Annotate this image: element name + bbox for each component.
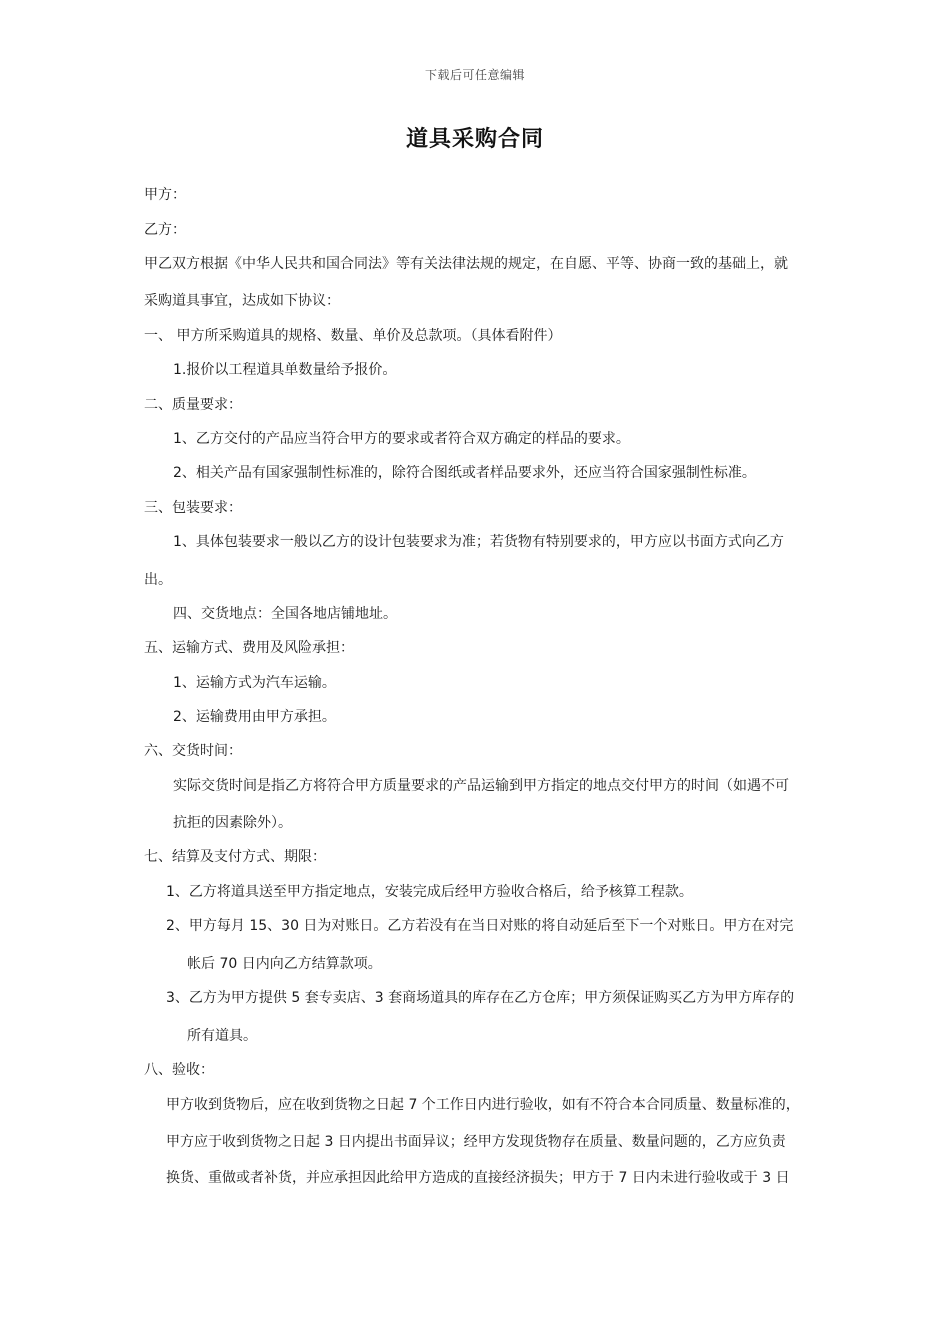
section-7-item-2-cont: 帐后 70 日内向乙方结算款项。: [187, 956, 382, 972]
section-8-heading: 八、验收：: [144, 1062, 214, 1078]
party-a-line: 甲方：: [144, 187, 186, 203]
preamble-line-2: 采购道具事宜，达成如下协议：: [144, 293, 340, 309]
section-8-text-1: 甲方收到货物后，应在收到货物之日起 7 个工作日内进行验收，如有不符合本合同质量、数量标准的，: [166, 1097, 800, 1113]
section-8-text-3: 换货、重做或者补货，并应承担因此给甲方造成的直接经济损失；甲方于 7 日内未进行验收或于 3 日: [166, 1170, 790, 1186]
section-7-item-1: 1、乙方将道具送至甲方指定地点，安装完成后经甲方验收合格后，给予核算工程款。: [166, 884, 693, 900]
preamble-line-1: 甲乙双方根据《中华人民共和国合同法》等有关法律法规的规定，在自愿、平等、协商一致的基础上，就: [144, 256, 788, 272]
section-8-text-2: 甲方应于收到货物之日起 3 日内提出书面异议；经甲方发现货物存在质量、数量问题的，乙方应负责: [166, 1134, 786, 1150]
document-title: 道具采购合同: [405, 127, 544, 152]
section-2-heading: 二、质量要求：: [144, 397, 242, 413]
section-1-item-1: 1.报价以工程道具单数量给予报价。: [173, 362, 397, 378]
section-7-item-3-cont: 所有道具。: [187, 1028, 257, 1044]
section-3-heading: 三、包装要求：: [144, 500, 242, 516]
section-7-heading: 七、结算及支付方式、期限：: [144, 849, 326, 865]
section-5-item-1: 1、运输方式为汽车运输。: [173, 675, 336, 691]
section-6-heading: 六、交货时间：: [144, 743, 242, 759]
section-2-item-2: 2、相关产品有国家强制性标准的，除符合图纸或者样品要求外，还应当符合国家强制性标准。: [173, 465, 756, 481]
party-b-line: 乙方：: [144, 222, 186, 238]
section-3-item-1: 1、具体包装要求一般以乙方的设计包装要求为准；若货物有特别要求的，甲方应以书面方式向乙方: [173, 534, 784, 550]
section-3-item-1-cont: 出。: [144, 572, 172, 588]
section-5-heading: 五、运输方式、费用及风险承担：: [144, 640, 354, 656]
section-7-item-2: 2、甲方每月 15、30 日为对账日。乙方若没有在当日对账的将自动延后至下一个对账日。甲方在对完: [166, 918, 794, 934]
section-6-text-2: 抗拒的因素除外）。: [173, 815, 292, 831]
section-7-item-3: 3、乙方为甲方提供 5 套专卖店、3 套商场道具的库存在乙方仓库；甲方须保证购买乙方为甲方库存的: [166, 990, 795, 1006]
section-5-item-2: 2、运输费用由甲方承担。: [173, 709, 336, 725]
section-4-heading: 四、交货地点：全国各地店铺地址。: [173, 606, 397, 622]
section-1-heading: 一、 甲方所采购道具的规格、数量、单价及总款项。（具体看附件）: [144, 328, 562, 344]
section-6-text-1: 实际交货时间是指乙方将符合甲方质量要求的产品运输到甲方指定的地点交付甲方的时间（如遇不可: [173, 778, 789, 794]
section-2-item-1: 1、乙方交付的产品应当符合甲方的要求或者符合双方确定的样品的要求。: [173, 431, 630, 447]
header-note: 下载后可任意编辑: [424, 68, 525, 82]
